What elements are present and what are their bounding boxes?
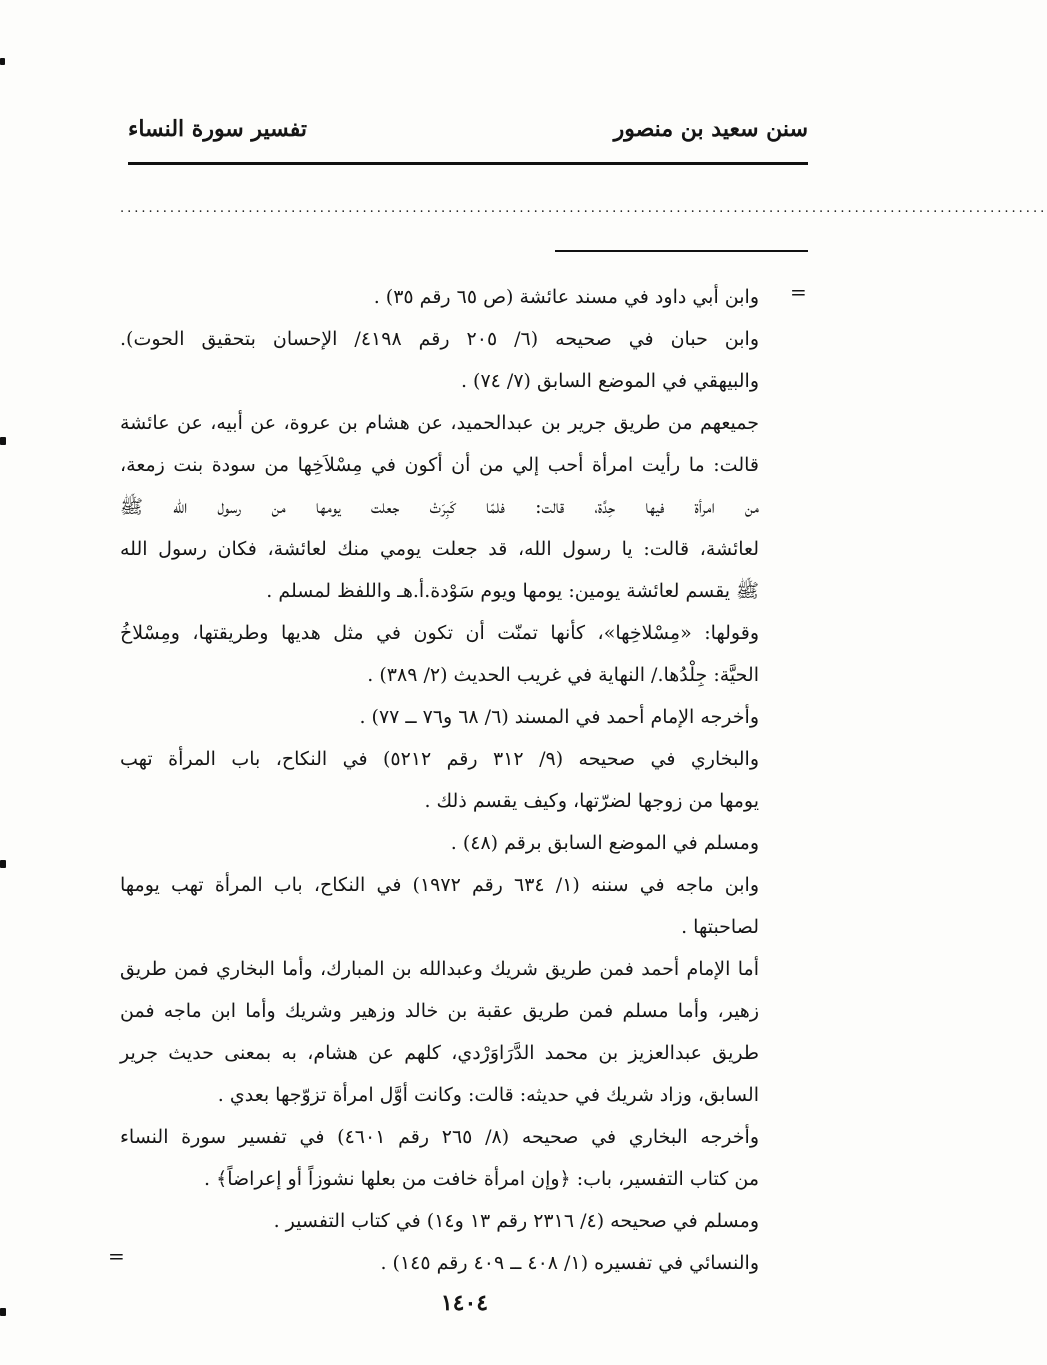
text-line: وأخرجه البخاري في صحيحه (٨/ ٢٦٥ رقم ٤٦٠١) في تفسير سورة النساء — [120, 1126, 759, 1148]
text-line: ومسلم في صحيحه (٤/ ٢٣١٦ رقم ١٣ و١٤) في كتاب التفسير . — [273, 1210, 759, 1232]
text-line: من كتاب التفسير، باب: ﴿وإن امرأة خافت من بعلها نشوزاً أو إعراضاً﴾ . — [204, 1168, 759, 1190]
text-line: زهير، وأما مسلم فمن طريق عقبة بن خالد وزهير وشريك وأما ابن ماجه فمن — [120, 1000, 759, 1022]
edge-mark — [0, 860, 6, 868]
dotted-separator: .................................................................................................................................. — [120, 201, 1047, 216]
text-line: لصاحبتها . — [681, 916, 759, 938]
text-line: يومها من زوجها لضرّتها، وكيف يقسم ذلك . — [424, 790, 759, 812]
text-line: لعائشة، قالت: يا رسول الله، قد جعلت يومي منك لعائشة، فكان رسول الله — [120, 538, 759, 560]
text-line: الحيَّة: جِلْدُها./ النهاية في غريب الحديث (٢/ ٣٨٩) . — [367, 664, 759, 686]
text-line: وقولها: «مِسْلاخِها»، كأنها تمنّت أن تكون في مثل هديها وطريقتها، ومِسْلاخُ — [120, 622, 759, 644]
text-line: أما الإمام أحمد فمن طريق شريك وعبدالله بن المبارك، وأما البخاري فمن طريق — [120, 958, 759, 980]
text-line: ﷺ يقسم لعائشة يومين: يومها ويوم سَوْدة.أ.هـ واللفظ لمسلم . — [266, 580, 759, 602]
text-line: السابق، وزاد شريك في حديثه: قالت: وكانت أوَّل امرأة تزوّجها بعدي . — [217, 1084, 759, 1106]
text-line: وابن حبان في صحيحه (٦/ ٢٠٥ رقم ٤١٩٨/ الإحسان بتحقيق الحوت). — [120, 328, 760, 350]
book-title: سنن سعيد بن منصور — [613, 116, 808, 142]
edge-mark — [0, 58, 5, 65]
continuation-mark-bottom: = — [108, 1244, 125, 1268]
text-line: وابن أبي داود في مسند عائشة (ص ٦٥ رقم ٣٥) . — [373, 286, 759, 308]
text-line: طريق عبدالعزيز بن محمد الدَّرَاوَرْدي، كلهم عن هشام، به بمعنى حديث جرير — [120, 1042, 759, 1064]
text-line: والبخاري في صحيحه (٩/ ٣١٢ رقم ٥٢١٢) في النكاح، باب المرأة تهب — [120, 748, 759, 770]
text-line: وأخرجه الإمام أحمد في المسند (٦/ ٦٨ و٧٦ ــ ٧٧) . — [359, 706, 759, 728]
continuation-mark-top: = — [790, 280, 807, 304]
text-line: قالت: ما رأيت امرأة أحب إلي من أن أكون في مِسْلاَخِها من سودة بنت زمعة، — [120, 454, 759, 476]
text-line: والبيهقي في الموضع السابق (٧/ ٧٤) . — [460, 370, 759, 392]
text-line: من امرأة فيها حِدَّة، قالت: فلمّا كَبِرَتْ جعلت يومها من رسول الله ﷺ — [120, 496, 759, 518]
running-header — [128, 112, 808, 152]
chapter-title: تفسير سورة النساء — [128, 116, 308, 142]
text-line: جميعهم من طريق جرير بن عبدالحميد، عن هشام بن عروة، عن أبيه، عن عائشة — [120, 412, 759, 434]
footnote-body — [120, 276, 759, 1284]
header-rule — [128, 162, 808, 165]
text-line: والنسائي في تفسيره (١/ ٤٠٨ ــ ٤٠٩ رقم ١٤٥) . — [380, 1252, 759, 1274]
footnote-rule — [555, 250, 808, 252]
edge-mark — [0, 437, 6, 445]
text-line: وابن ماجه في سننه (١/ ٦٣٤ رقم ١٩٧٢) في النكاح، باب المرأة تهب يومها — [120, 874, 760, 896]
text-line: ومسلم في الموضع السابق برقم (٤٨) . — [450, 832, 759, 854]
page-number: ١٤٠٤ — [440, 1290, 489, 1316]
